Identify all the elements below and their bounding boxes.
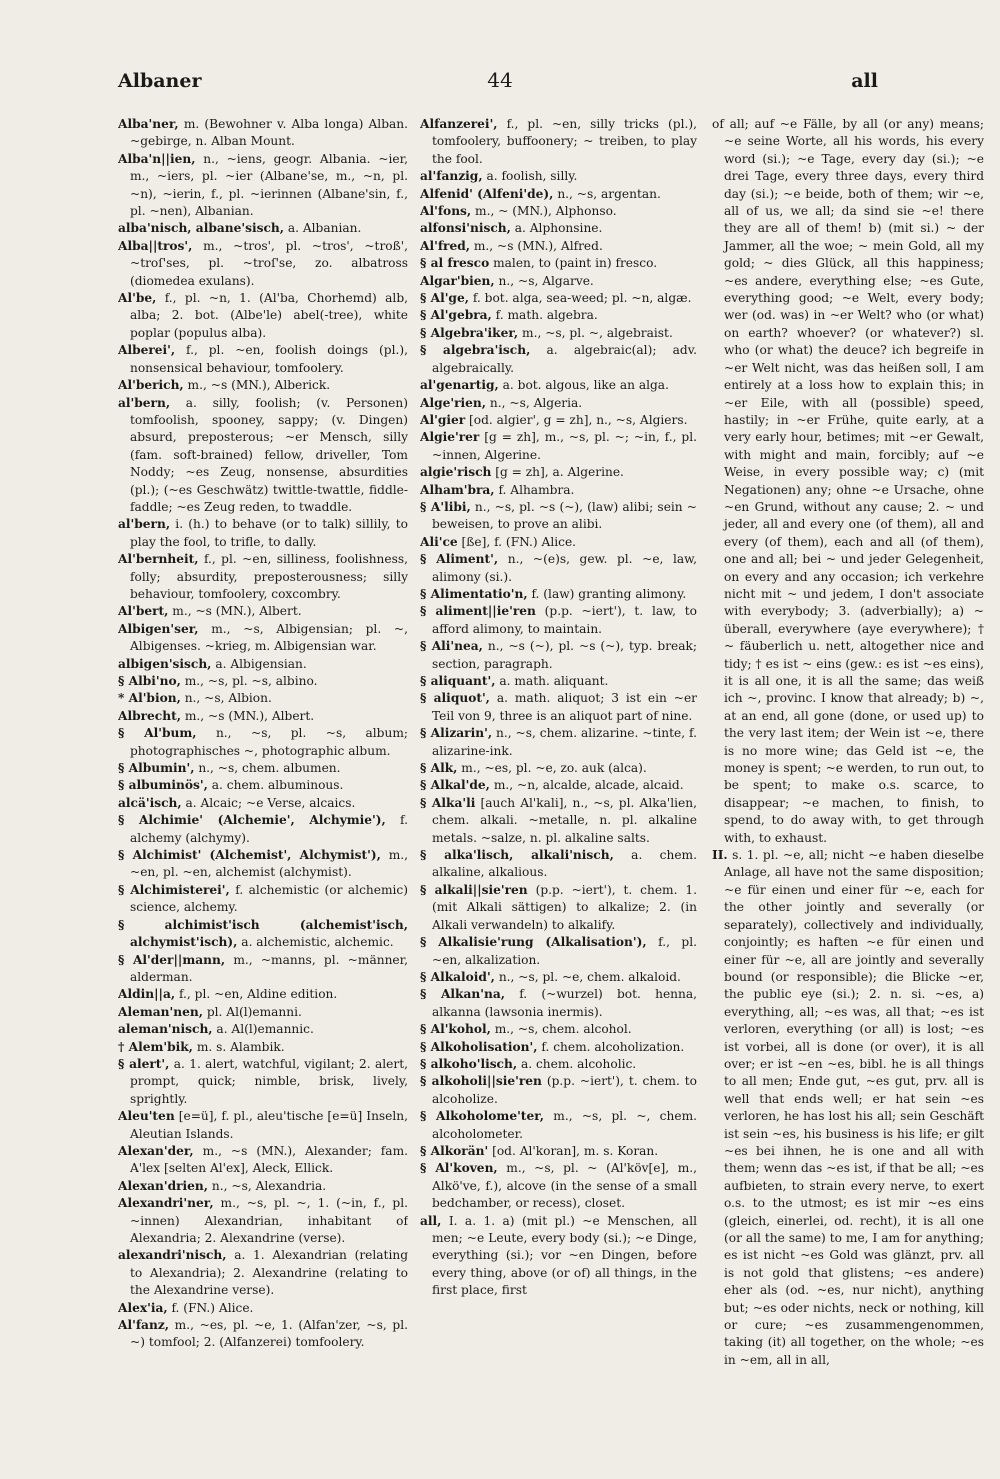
entry-headword: Al'fred, [420,238,470,253]
dictionary-entry [118,1143,408,1178]
entry-headword: alfonsi'nisch, [420,221,511,236]
entry-definition: a. Alcaic; ~e Verse, alcaics. [185,795,356,810]
entry-headword: § Alkorän' [420,1143,489,1158]
dictionary-entry [118,603,408,620]
entry-definition: m., ~n, alcalde, alcade, alcaid. [493,778,684,793]
entry-definition: s. 1. pl. ~e, all; nicht ~e haben dieselbe Anlage, all have not the same disposition; ~e für einen und einer für ~e, each for the other jointly and severally (or separately), collectively and individually, conjointly; es haften ~e für einen und einer für ~e, all are jointly and severally bound (or responsible); die Blicke ~er, the public eye (si.); 2. n. si. ~es, a) everything, all; ~es was, all that; ~es ist verloren, everything (or all) is lost; ~es ist vorbei, all is done (or over), it is all over; er ist ~en ~es, bibl. he is all things to all men; Ende gut, ~es gut, prv. all is well that ends well; er hat sein ~es verloren, he has lost his all; sein Geschäft ist sein ~es, his business is his life; er gilt ~es bei ihnen, he is one and all with them; wenn das ~es ist, if that be all; ~es aufbieten, to strain every nerve, to exert o.s. to the utmost; es ist mir ~es eins (gleich, einerlei, od. recht), it is all one (or all the same) to me, I am for anything; es ist nicht ~es Gold was glänzt, prv. all is not gold that glistens; ~es andere) eher als (od. ~es, nur nicht), anything but; ~es oder nichts, neck or nothing, kill or cure; ~es zusammengenommen, taking (it) all together, on the whole; ~es in ~em, all in all, [724,848,984,1367]
entry-headword: Ali'ce [420,534,458,549]
entry-headword: § alka'lisch, alkali'nisch, [420,848,614,863]
dictionary-entry [118,116,408,151]
entry-headword: § Alizarin', [420,726,493,741]
entry-definition: m., ~s, pl. ~ (Al'köv[e], m., Alkö've, f.), alcove (in the sense of a small bedchamber, or recess), closet. [432,1161,697,1211]
entry-definition: I. a. 1. a) (mit pl.) ~e Menschen, all men; ~e Leute, every body (si.); ~e Dinge, everything (si.); vor ~en Dingen, before every thing, above (or of) all things, in the first place, first [432,1213,697,1298]
dictionary-entry [420,255,697,272]
entry-headword: Aleman'nen, [118,1004,203,1019]
entry-headword: § Al'der||mann, [118,952,226,967]
entry-definition: a. Albanian. [287,221,362,236]
dictionary-entry [420,586,697,603]
entry-definition: n., ~s, chem. albumen. [198,761,341,776]
entry-headword: § algebra'isch, [420,343,531,358]
dictionary-entry [420,203,697,220]
entry-definition: m., ~es, pl. ~e, 1. (Alfan'zer, ~s, pl. ~) tomfool; 2. (Alfanzerei) tomfoolery. [130,1318,408,1350]
entry-headword: § Alk, [420,761,458,776]
entry-headword: Algar'bien, [420,273,495,288]
dictionary-entry [118,551,408,603]
dictionary-entry [420,273,697,290]
entry-definition: m. (Bewohner v. Alba longa) Alban. ~gebirge, n. Alban Mount. [130,117,408,149]
dictionary-entry [420,551,697,586]
dictionary-entry [118,986,408,1003]
entry-headword: § Alkoholisation', [420,1039,538,1054]
entry-definition: f. (~wurzel) bot. henna, alkanna (lawsonia inermis). [432,987,697,1019]
entry-headword: Al'berich, [118,378,184,393]
entry-definition: n., ~(e)s, gew. pl. ~e, law, alimony (si.). [432,552,697,584]
dictionary-entry [118,1039,408,1056]
entry-definition: m., ~tros', pl. ~tros', ~troß', ~troſ'ses, pl. ~troſ'se, zo. albatross (diomedea exulans). [130,238,408,288]
dictionary-entry [118,1056,408,1108]
entry-headword: § alchimist'isch (alchemist'isch, alchymist'isch), [118,917,408,950]
dictionary-entry [420,1073,697,1108]
entry-definition: m., ~s (MN.), Alberick. [187,378,331,393]
entry-headword: alba'nisch, albane'sisch, [118,221,284,236]
dictionary-entry [118,342,408,377]
entry-definition: m., ~es, pl. ~e, zo. auk (alca). [461,761,647,776]
entry-headword: al'fanzig, [420,169,483,184]
dictionary-entry [420,238,697,255]
column-middle [420,116,697,1416]
dictionary-entry [420,168,697,185]
column-right [712,116,984,1416]
dictionary-entry [118,952,408,987]
dictionary-entry [420,638,697,673]
entry-definition: m., ~s (MN.), Alexander; fam. A'lex [selten Al'ex], Aleck, Ellick. [130,1143,408,1176]
entry-headword: § alkali||sie'ren [420,882,528,897]
dictionary-entry [420,725,697,760]
entry-definition: a. bot. algous, like an alga. [502,378,669,393]
dictionary-entry [420,429,697,464]
dictionary-entry [420,882,697,934]
dictionary-entry [420,986,697,1021]
dictionary-entry [420,777,697,794]
entry-definition: f. bot. alga, sea-weed; pl. ~n, algæ. [472,291,692,306]
entry-headword: § Al'koven, [420,1161,498,1176]
entry-definition: n., ~iens, geogr. Albania. ~ier, m., ~iers, pl. ~ier (Albane'se, m., ~n, pl. ~n), ~ierin, f., pl. ~ierinnen (Albane'sin, f., pl. ~nen), Albanian. [130,151,408,219]
entry-headword: II. [712,848,728,863]
dictionary-entry [420,395,697,412]
entry-definition: n., ~s, Algarve. [498,273,594,288]
dictionary-entry [420,760,697,777]
dictionary-entry [118,290,408,342]
dictionary-entry [420,482,697,499]
entry-headword: § aliquant', [420,674,496,688]
dictionary-entry [118,621,408,656]
entry-headword: al'bern, [118,395,171,410]
entry-headword: Al'bernheit, [118,552,199,567]
entry-definition: (p.p. ~iert'), t. chem. 1. (mit Alkali sättigen) to alkalize; 2. (in Alkali verwandeln) to alkalify. [432,882,697,932]
entry-definition: a. foolish, silly. [486,169,578,184]
entry-definition: m., ~s, pl. ~, chem. alcoholometer. [432,1109,697,1141]
dictionary-entry [420,1213,697,1300]
entry-headword: § Albumin', [118,761,195,776]
entry-headword: albigen'sisch, [118,656,212,671]
entry-headword: Alba'ner, [118,117,179,131]
entry-definition: n., ~s, pl. ~e, chem. alkaloid. [498,969,681,984]
entry-headword: al'genartig, [420,378,499,393]
dictionary-entry [420,534,697,551]
entry-definition: (p.p. ~iert'), t. law, to afford alimony, to maintain. [432,604,697,636]
entry-headword: § Al'bum, [118,726,197,741]
entry-definition: a. chem. alkaline, alkalious. [432,848,697,880]
entry-definition: n., ~s, Algeria. [489,395,583,410]
entry-headword: Alexan'der, [118,1143,194,1158]
dictionary-entry [118,1021,408,1038]
dictionary-entry [118,220,408,237]
entry-headword: § aliment||ie'ren [420,604,536,619]
dictionary-entry [420,1039,697,1056]
entry-definition: i. (h.) to behave (or to talk) sillily, to play the fool, to trifle, to dally. [130,517,408,549]
entry-definition: m., ~s, pl. ~, 1. (~in, f., pl. ~innen) Alexandrian, inhabitant of Alexandria; 2. Alexandrine (verse). [130,1196,408,1245]
entry-definition: a. 1. alert, watchful, vigilant; 2. alert, prompt, quick; nimble, brisk, lively, sprightly. [130,1056,408,1106]
entry-definition: n., ~s, argentan. [557,186,661,201]
entry-definition: n., ~s, Alexandria. [211,1178,327,1193]
dictionary-entry [118,1004,408,1021]
entry-headword: all, [420,1213,442,1228]
entry-headword: Alexandri'ner, [118,1196,214,1211]
entry-headword: § aliquot', [420,691,490,706]
dictionary-entry [420,377,697,394]
entry-headword: Aldin||a, [118,987,176,1002]
entry-headword: Alfenid' (Alfeni'de), [420,186,554,201]
entry-headword: alcä'isch, [118,795,182,810]
dictionary-entry [712,847,984,1369]
entry-definition: m., ~en, pl. ~en, alchemist (alchymist). [130,848,408,880]
entry-headword: * Al'bion, [118,691,181,706]
entry-headword: al'bern, [118,517,171,532]
entry-definition: m., ~s, Albigensian; pl. ~, Albigenses. ~krieg, m. Albigensian war. [130,621,408,654]
entry-headword: † Alem'bik, [118,1039,193,1054]
entry-headword: § Alkalisie'rung (Alkalisation'), [420,935,647,950]
dictionary-entry [420,690,697,725]
entry-headword: alexandri'nisch, [118,1248,227,1263]
dictionary-entry [118,1317,408,1352]
dictionary-entry [420,795,697,847]
dictionary-entry [420,116,697,168]
entry-definition: [od. algier', g = zh], n., ~s, Algiers. [469,412,688,427]
entry-definition: a. math. aliquant. [499,674,609,688]
entry-headword: § alkoholi||sie'ren [420,1074,542,1089]
entry-definition: a. silly, foolish; (v. Personen) tomfoolish, spooney, sappy; (v. Dingen) absurd, preposterous; ~er Mensch, silly (fam. soft-brained) fellow, driveller, Tom Noddy; ~es Zeug, nonsense, absurdities (pl.); (~es Geschwätz) twittle-twattle, fiddle-faddle; ~es Zeug reden, to twaddle. [130,395,408,514]
entry-definition: f. alchemy (alchymy). [130,813,408,845]
dictionary-entry [420,1160,697,1212]
entry-definition: a. Al(l)emannic. [216,1022,314,1037]
entry-headword: Alge'rien, [420,395,487,410]
entry-definition: f. chem. alcoholization. [541,1039,685,1054]
entry-headword: Alba||tros', [118,238,193,253]
entry-headword: aleman'nisch, [118,1022,213,1037]
entry-definition: f., pl. ~en, Aldine edition. [178,987,338,1002]
dictionary-entry [118,1108,408,1143]
entry-headword: § A'libi, [420,499,471,514]
dictionary-entry [420,499,697,534]
dictionary-entry [118,1195,408,1247]
entry-headword: Alfanzerei', [420,117,498,131]
dictionary-entry [420,847,697,882]
entry-definition: (p.p. ~iert'), t. chem. to alcoholize. [432,1074,697,1106]
entry-definition: malen, to (paint in) fresco. [493,256,658,271]
dictionary-entry [420,307,697,324]
dictionary-entry [420,412,697,429]
entry-definition: f., pl. ~en, silliness, foolishness, folly; absurdity, preposterousness; silly behaviour, tomfoolery, coxcombry. [130,552,408,601]
entry-headword: Alham'bra, [420,482,495,497]
entry-definition: m., ~manns, pl. ~männer, alderman. [130,952,408,984]
entry-headword: Alex'ia, [118,1300,168,1315]
entry-definition: f., pl. ~en, foolish doings (pl.), nonsensical behaviour, tomfoolery. [130,343,408,375]
entry-headword: § Al'ge, [420,291,469,306]
entry-definition: m., ~ (MN.), Alphonso. [475,204,617,219]
dictionary-entry [712,116,984,847]
entry-definition: f. (law) granting alimony. [531,586,687,601]
entry-headword: § Al'kohol, [420,1022,491,1037]
entry-definition: m. s. Alambik. [196,1039,285,1054]
entry-definition: n., ~s, chem. alizarine. ~tinte, f. alizarine-ink. [432,726,697,758]
dictionary-entry [420,1056,697,1073]
entry-headword: § albuminös', [118,778,208,793]
dictionary-entry [420,1021,697,1038]
dictionary-entry [420,1143,697,1160]
entry-headword: Al'bert, [118,604,169,619]
dictionary-entry [420,220,697,237]
entry-headword: § Alimentatio'n, [420,586,528,601]
dictionary-entry [118,760,408,777]
dictionary-entry [420,969,697,986]
entry-definition: f., pl. ~n, 1. (Al'ba, Chorhemd) alb, alba; 2. bot. (Albe'le) abel(-tree), white poplar (populus alba). [130,291,408,340]
entry-headword: § alkoho'lisch, [420,1056,518,1071]
entry-definition: f. (FN.) Alice. [171,1300,254,1315]
entry-headword: § alert', [118,1056,170,1071]
entry-headword: § Ali'nea, [420,639,483,654]
entry-headword: § Alkoholome'ter, [420,1109,544,1124]
dictionary-entry [118,673,408,690]
entry-definition: a. alchemistic, alchemic. [241,935,394,950]
dictionary-entry [118,151,408,221]
entry-headword: Alexan'drien, [118,1178,209,1193]
entry-definition: m., ~s (MN.), Albert. [172,604,302,619]
dictionary-entry [118,516,408,551]
entry-headword: Alba'n||ien, [118,151,196,166]
entry-definition: a. chem. alcoholic. [520,1056,637,1071]
entry-headword: Al'fons, [420,204,472,219]
entry-definition: f. Alhambra. [498,482,575,497]
entry-headword: § Alkaloid', [420,969,495,984]
entry-definition: f., pl. ~en, alkalization. [432,935,697,967]
dictionary-entry [118,847,408,882]
dictionary-entry [118,725,408,760]
dictionary-entry [420,673,697,690]
page-number: 44 [487,68,513,92]
dictionary-entry [118,812,408,847]
entry-definition: [e=ü], f. pl., aleu'tische [e=ü] Inseln, Aleutian Islands. [130,1109,408,1141]
entry-definition: m., ~s (MN.), Albert. [184,708,315,723]
dictionary-entry [118,238,408,290]
entry-headword: Albrecht, [118,708,181,723]
entry-headword: § Algebra'iker, [420,325,519,340]
dictionary-entry [420,934,697,969]
entry-definition: a. chem. albuminous. [211,778,344,793]
entry-definition: [g = zh], a. Algerine. [495,465,624,480]
entry-headword: § al fresco [420,256,490,271]
entry-definition: m., ~s, pl. ~, algebraist. [522,325,673,340]
column-left [118,116,408,1416]
entry-definition: a. Alphonsine. [514,221,603,236]
entry-headword: Al'be, [118,291,157,306]
entry-headword: § Alkal'de, [420,778,490,793]
dictionary-entry [118,1247,408,1299]
dictionary-entry [118,377,408,394]
entry-definition: a. Albigensian. [215,656,307,671]
dictionary-entry [118,795,408,812]
dictionary-entry [118,708,408,725]
dictionary-entry [420,464,697,481]
entry-headword: § Al'gebra, [420,308,492,323]
entry-definition: [ße], f. (FN.) Alice. [461,534,577,549]
entry-headword: algie'risch [420,465,492,480]
entry-definition: f. alchemistic (or alchemic) science, alchemy. [130,882,408,915]
dictionary-entry [420,603,697,638]
entry-headword: § Alkan'na, [420,987,505,1002]
entry-headword: Albigen'ser, [118,621,199,636]
entry-headword: Al'fanz, [118,1318,169,1333]
entry-headword: § Alka'li [420,795,476,810]
entry-definition: f., pl. ~en, silly tricks (pl.), tomfoolery, buffoonery; ~ treiben, to play the fool. [432,117,697,166]
entry-headword: § Alchimie' (Alchemie', Alchymie'), [118,813,386,828]
dictionary-entry [118,656,408,673]
page-header [0,64,1000,100]
entry-definition: m., ~s, chem. alcohol. [494,1022,632,1037]
entry-definition: m., ~s (MN.), Alfred. [473,238,603,253]
dictionary-entry [118,917,408,952]
entry-definition: a. math. aliquot; 3 ist ein ~er Teil von 9, three is an aliquot part of nine. [432,691,697,723]
entry-headword: § Alchimisterei', [118,882,230,897]
dictionary-entry [118,1178,408,1195]
dictionary-entry [420,1108,697,1143]
entry-definition: pl. Al(l)emanni. [206,1004,302,1019]
entry-definition: [auch Al'kali], n., ~s, pl. Alka'lien, chem. alkali. ~metalle, n. pl. alkaline metals. ~salze, n. pl. alkaline salts. [432,795,697,845]
entry-headword: Aleu'ten [118,1109,175,1124]
entry-headword: § Aliment', [420,552,499,567]
dictionary-entry [118,777,408,794]
entry-definition: [od. Al'koran], m. s. Koran. [492,1143,659,1158]
header-right-guide-word: all [851,70,878,92]
dictionary-entry [118,690,408,707]
dictionary-entry [420,342,697,377]
dictionary-entry [118,882,408,917]
entry-definition: n., ~s, pl. ~s, album; photographisches ~, photographic album. [130,726,408,758]
entry-definition: of all; auf ~e Fälle, by all (or any) means; ~e seine Worte, all his words, his every word (si.); ~e Tage, every day (si.); ~e drei Tage, every three days, every third day (si.); ~e beide, both of them; wir ~e, all of us, we all; da sind sie ~e! there they are all of them! b) (mit si.) ~ der Jammer, all the woe; ~ mein Gold, all my gold; ~ dies Glück, all this happiness; ~es andere, everything else; ~es Gute, everything good; ~e Welt, every body; wer (od. was) in ~er Welt? who (or what) on earth? whoever? (or whatever?) sl. who (or what) the deuce? ich begreife in ~er Welt nicht, was das heißen soll, I am entirely at a loss how to explain this; in ~er Eile, with all (possible) speed, hastily; in ~er Frühe, quite early, at a very early hour, betimes; mit ~er Gewalt, with might and main, forcibly; auf ~e Weise, in every possible way; c) (mit Negationen) any; ohne ~e Ursache, ohne ~en Grund, without any cause; 2. ~ und jeder, all and every one (of them), all and every (of them), each and all (of them), one and all; bei ~ und jeder Gelegenheit, on every and any occasion; ich verkehre nicht mit ~ und jedem, I don't associate with everybody; 3. (adverbially); a) ~ überall, everywhere (aye everywhere); † ~ fäuberlich u. nett, altogether nice and tidy; † es ist ~ eins (gew.: es ist ~es eins), it is all one, it is all the same; das weiß ich ~, provinc. I know that already; b) ~, at an end, all gone (done, or used up) to the very last item; der Wein ist ~e, there is no more wine; das Geld ist ~e, the money is spent; ~e werden, to run out, to be spent; to make o.s. scarce, to disappear; ~e machen, to finish, to spend, to do away with, to get through with, to exhaust. [712,117,984,845]
dictionary-entry [420,325,697,342]
dictionary-entry [420,290,697,307]
dictionary-entry [420,186,697,203]
entry-definition: n., ~s, pl. ~s (~), (law) alibi; sein ~ beweisen, to prove an alibi. [432,499,697,532]
header-left-guide-word: Albaner [118,70,202,92]
dictionary-entry [118,395,408,517]
entry-definition: f. math. algebra. [495,308,598,323]
entry-definition: m., ~s, pl. ~s, albino. [184,674,318,688]
entry-definition: a. 1. Alexandrian (relating to Alexandria); 2. Alexandrine (relating to the Alexandrine verse). [130,1248,408,1298]
entry-definition: n., ~s (~), pl. ~s (~), typ. break; section, paragraph. [432,639,697,671]
entry-headword: Al'gier [420,412,466,427]
entry-headword: § Albi'no, [118,674,181,688]
entry-definition: n., ~s, Albion. [184,691,272,706]
entry-definition: [g = zh], m., ~s, pl. ~; ~in, f., pl. ~innen, Algerine. [432,430,697,462]
entry-definition: a. algebraic(al); adv. algebraically. [432,343,697,375]
dictionary-entry [118,1300,408,1317]
entry-headword: § Alchimist' (Alchemist', Alchymist'), [118,848,381,863]
entry-headword: Alberei', [118,343,176,358]
entry-headword: Algie'rer [420,430,480,445]
